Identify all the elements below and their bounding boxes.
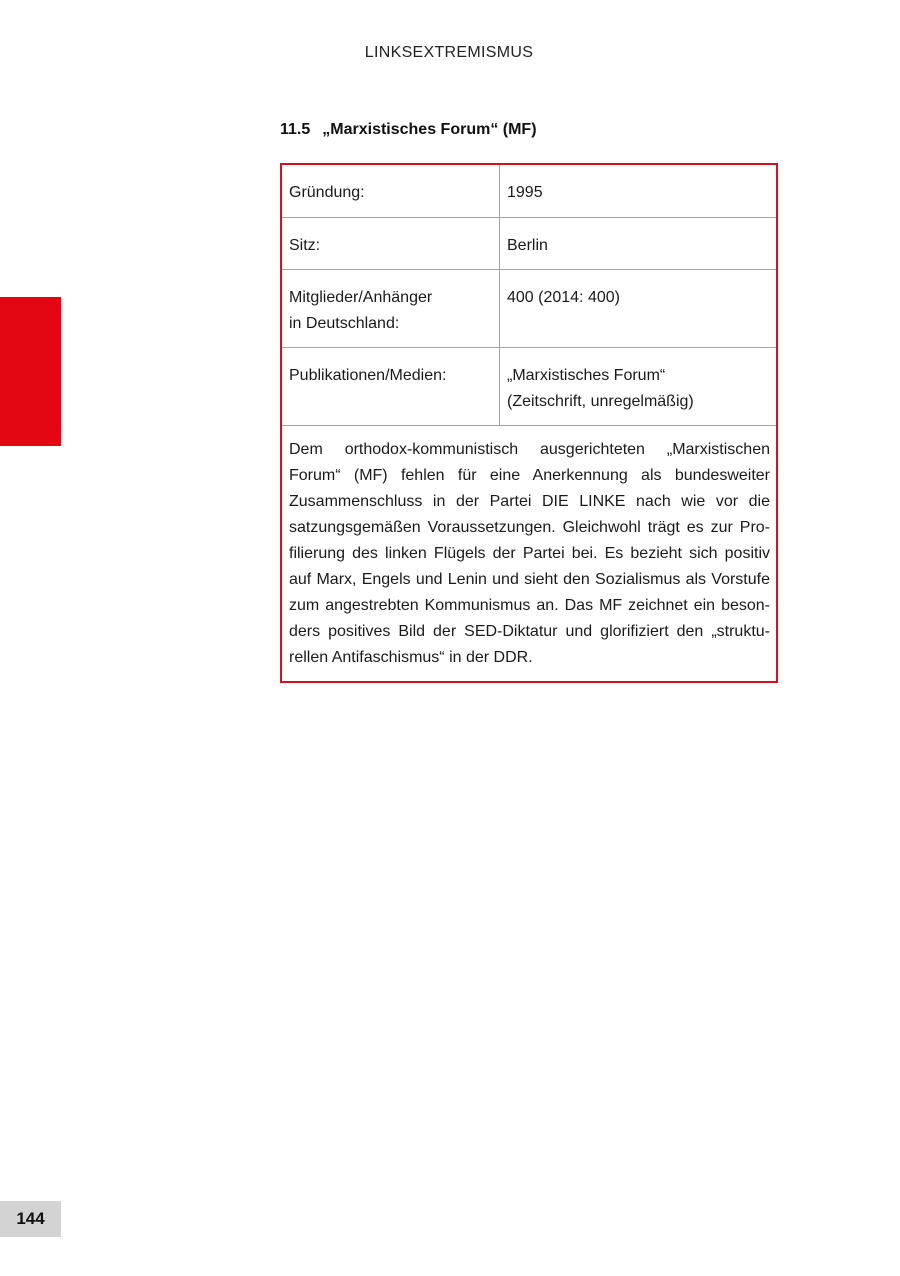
running-title: LINKSEXTREMISMUS	[364, 44, 534, 61]
fact-label	[289, 285, 489, 337]
fact-value-line: (Zeitschrift, unregelmäßig)	[507, 393, 694, 410]
fact-value: 400 (2014: 400)	[507, 289, 620, 306]
running-header	[0, 44, 900, 62]
column-divider	[499, 348, 500, 425]
column-divider	[499, 218, 500, 269]
fact-label: Publikationen/Medien:	[289, 367, 447, 384]
fact-value: 1995	[507, 184, 543, 201]
fact-value	[507, 363, 767, 415]
fact-value: Berlin	[507, 237, 548, 254]
fact-label: Gründung:	[289, 184, 365, 201]
column-divider	[499, 270, 500, 347]
fact-row-seat	[282, 218, 776, 270]
fact-row-members	[282, 270, 776, 348]
fact-label-line: in Deutschland:	[289, 315, 400, 332]
page-number: 144	[0, 1201, 61, 1237]
section-title-text: „Marxistisches Forum“ (MF)	[322, 121, 537, 138]
column-divider	[499, 165, 500, 217]
section-number: 11.5	[280, 121, 311, 138]
fact-label-line: Mitglieder/Anhänger	[289, 289, 433, 306]
fact-box-description: Dem orthodox-kommunistisch ausgerichteten „Marxistischen Forum“ (MF) fehlen für eine Anerkennung als bundesweiter Zusammenschluss in der Partei DIE LINKE nach wie vor die satzungsgemäßen Voraussetzungen. Gleichwohl trägt es zur Profilierung des linken Flügels der Partei bei. Es bezieht sich positiv auf Marx, Engels und Lenin und sieht den Sozialismus als Vorstufe zum angestrebten Kommunismus an. Das MF zeichnet ein besonders positives Bild der SED-Diktatur und glorifiziert den „strukturellen Antifaschismus“ in der DDR.	[289, 441, 770, 666]
chapter-side-tab	[0, 297, 61, 446]
fact-box	[280, 163, 778, 683]
section-heading	[280, 121, 537, 139]
fact-row-founding	[282, 165, 776, 218]
fact-row-publications	[282, 348, 776, 426]
fact-label: Sitz:	[289, 237, 321, 254]
fact-value-line: „Marxistisches Forum“	[507, 367, 666, 384]
